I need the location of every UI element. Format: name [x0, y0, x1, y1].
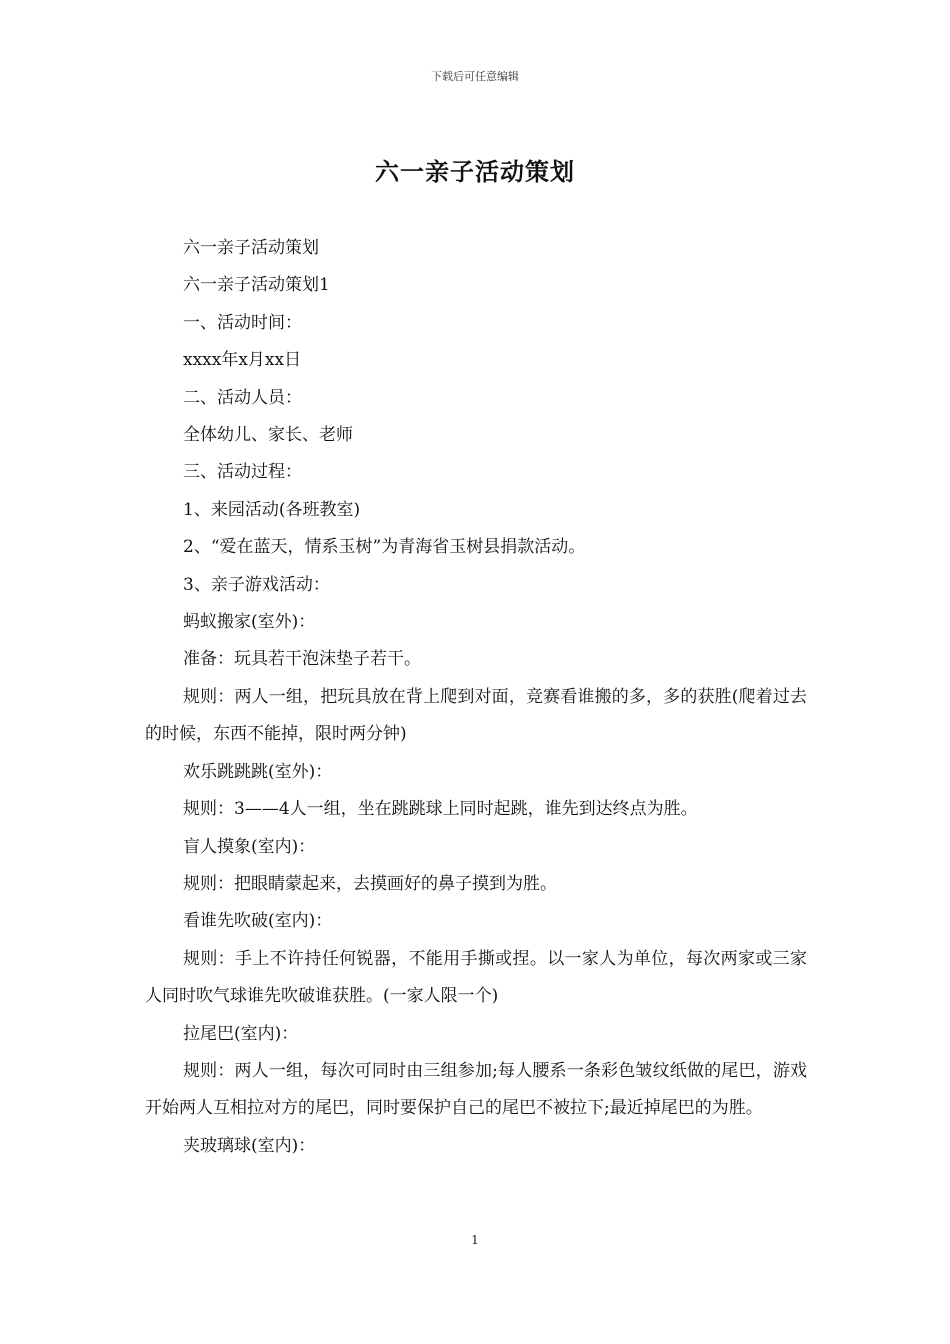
section-heading: 一、活动时间：	[183, 312, 302, 333]
game-title: 盲人摸象(室内)：	[183, 836, 316, 857]
paragraph: 六一亲子活动策划1	[183, 275, 330, 296]
game-title: 蚂蚁搬家(室外)：	[183, 612, 316, 633]
paragraph: 六一亲子活动策划	[183, 238, 319, 258]
paragraph: xxxx年x月xx日	[183, 350, 302, 371]
page-number: 1	[471, 1233, 479, 1247]
paragraph: 规则：3——4人一组，坐在跳跳球上同时起跳，谁先到达终点为胜。	[183, 799, 698, 820]
game-title: 夹玻璃球(室内)：	[183, 1135, 316, 1156]
section-heading: 三、活动过程：	[183, 462, 302, 483]
header-note: 下载后可任意编辑	[431, 70, 519, 83]
paragraph: 规则：两人一组，每次可同时由三组参加;每人腰系一条彩色皱纹纸做的尾巴，游戏开始两人互相拉对方的尾巴，同时要保护自己的尾巴不被拉下;最近掉尾巴的为胜。	[145, 1060, 807, 1119]
game-title: 看谁先吹破(室内)：	[183, 911, 333, 932]
game-title: 欢乐跳跳跳(室外)：	[183, 761, 333, 782]
document-body	[145, 230, 807, 1165]
paragraph: 规则：把眼睛蒙起来，去摸画好的鼻子摸到为胜。	[183, 873, 557, 894]
paragraph: 规则：两人一组，把玩具放在背上爬到对面，竞赛看谁搬的多，多的获胜(爬着过去的时候，东西不能掉，限时两分钟)	[145, 686, 807, 745]
game-title: 拉尾巴(室内)：	[183, 1023, 299, 1044]
paragraph: 规则：手上不许持任何锐器，不能用手撕或捏。以一家人为单位，每次两家或三家人同时吹气球谁先吹破谁获胜。(一家人限一个)	[145, 948, 807, 1007]
section-heading: 二、活动人员：	[183, 387, 302, 408]
list-item: 2、“爱在蓝天，情系玉树”为青海省玉树县捐款活动。	[183, 537, 586, 558]
list-item: 1、来园活动(各班教室)	[183, 499, 361, 520]
paragraph: 全体幼儿、家长、老师	[183, 425, 353, 446]
document-title: 六一亲子活动策划	[375, 157, 575, 186]
paragraph: 准备：玩具若干泡沫垫子若干。	[183, 649, 421, 670]
list-item: 3、亲子游戏活动：	[183, 574, 330, 595]
